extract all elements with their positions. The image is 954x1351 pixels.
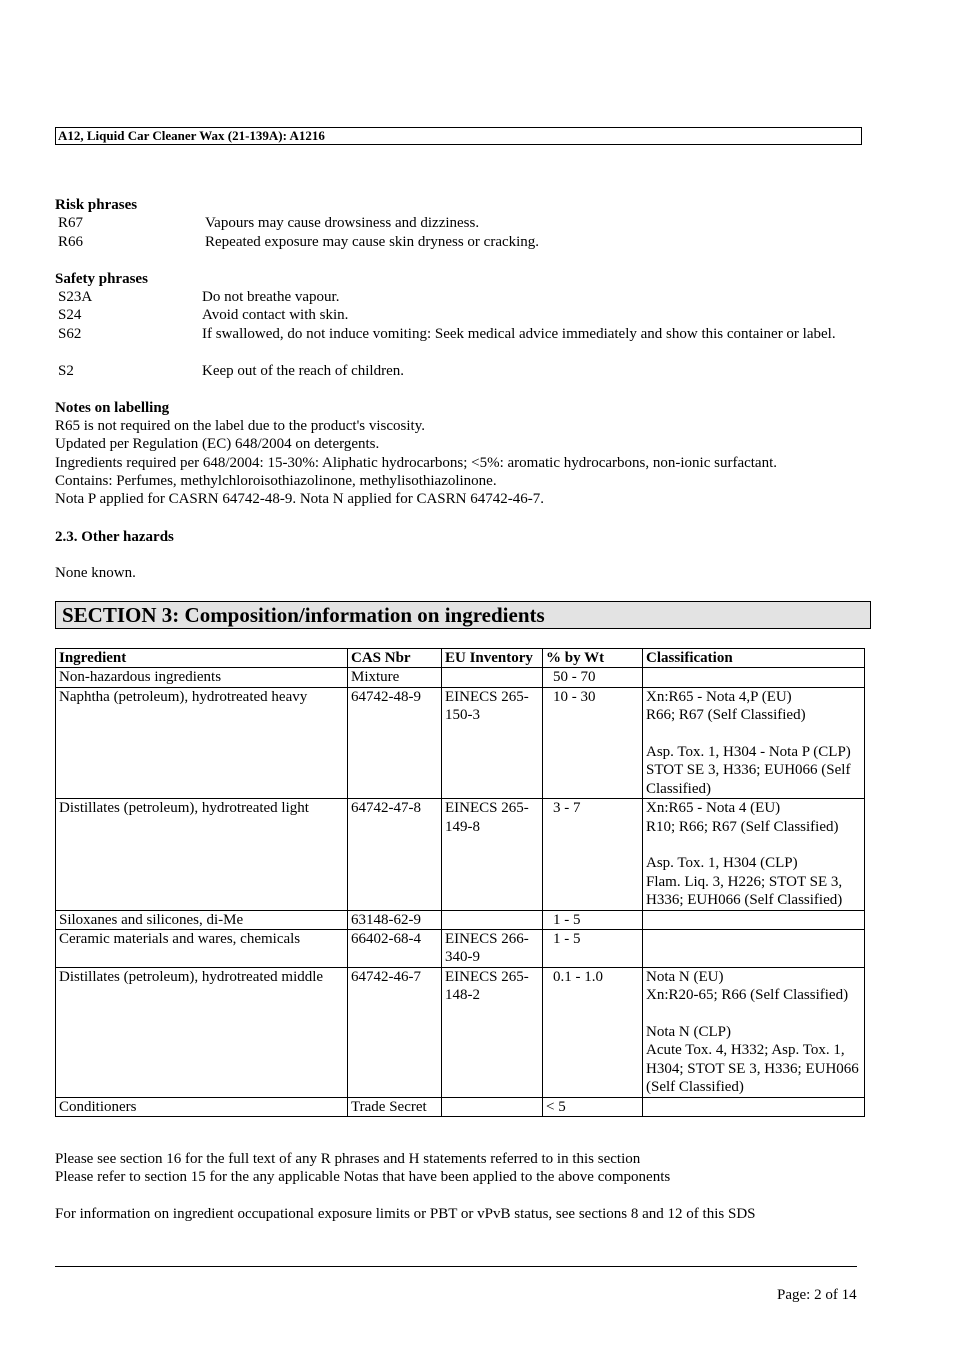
- weight-cell: 10 - 30: [543, 687, 643, 798]
- table-row: [56, 687, 865, 798]
- classification-line: R66; R67 (Self Classified): [646, 707, 806, 724]
- notes-line: Ingredients required per 648/2004: 15-30%: Aliphatic hydrocarbons; <5%: aromatic hydrocarbons, non-ionic surfactant.: [55, 455, 778, 471]
- classification-line: Xn:R20-65; R66 (Self Classified): [646, 987, 849, 1004]
- classification-line: Xn:R65 - Nota 4,P (EU): [646, 688, 792, 705]
- classification-cell: [643, 668, 865, 687]
- table-header-row: [56, 649, 865, 668]
- ingredient-cell: Distillates (petroleum), hydrotreated light: [56, 799, 348, 910]
- classification-line: R10; R66; R67 (Self Classified): [646, 818, 839, 835]
- notes-line: R65 is not required on the label due to the product's viscosity.: [55, 418, 425, 434]
- weight-cell: < 5: [543, 1097, 643, 1116]
- classification-line: [646, 836, 862, 854]
- document-header: A12, Liquid Car Cleaner Wax (21-139A): A1216: [55, 127, 862, 145]
- eu-inventory-cell: EINECS 265-150-3: [442, 687, 543, 798]
- classification-line: Flam. Liq. 3, H226; STOT SE 3, H336; EUH066 (Self Classified): [646, 873, 843, 909]
- risk-phrase-code: R66: [58, 234, 84, 250]
- eu-inventory-cell: [442, 668, 543, 687]
- safety-phrase-code: S2: [58, 363, 74, 379]
- safety-phrase-text: Keep out of the reach of children.: [202, 363, 404, 379]
- column-header: % by Wt: [543, 649, 643, 668]
- eu-inventory-cell: EINECS 265-148-2: [442, 967, 543, 1097]
- table-row: [56, 930, 865, 968]
- other-hazards-text: None known.: [55, 565, 136, 581]
- weight-cell: 0.1 - 1.0: [543, 967, 643, 1097]
- classification-line: Nota N (EU): [646, 968, 724, 985]
- cas-cell: 64742-47-8: [348, 799, 442, 910]
- classification-cell: [643, 967, 865, 1097]
- classification-line: Acute Tox. 4, H332; Asp. Tox. 1, H304; STOT SE 3, H336; EUH066 (Self Classified): [646, 1042, 859, 1096]
- ingredients-table: [55, 648, 865, 1117]
- safety-phrase-text: If swallowed, do not induce vomiting: Seek medical advice immediately and show this container or label.: [202, 326, 836, 342]
- page-number: Page: 2 of 14: [777, 1287, 857, 1303]
- safety-phrase-code: S23A: [58, 289, 93, 305]
- ingredient-cell: Non-hazardous ingredients: [56, 668, 348, 687]
- cas-cell: Trade Secret: [348, 1097, 442, 1116]
- ingredient-cell: Siloxanes and silicones, di-Me: [56, 910, 348, 929]
- eu-inventory-cell: EINECS 266-340-9: [442, 930, 543, 968]
- cas-cell: 66402-68-4: [348, 930, 442, 968]
- column-header: EU Inventory: [442, 649, 543, 668]
- cas-cell: 64742-46-7: [348, 967, 442, 1097]
- weight-cell: 1 - 5: [543, 930, 643, 968]
- classification-cell: [643, 1097, 865, 1116]
- classification-line: STOT SE 3, H336; EUH066 (Self Classified): [646, 762, 851, 797]
- notes-title: Notes on labelling: [55, 400, 170, 416]
- cas-cell: Mixture: [348, 668, 442, 687]
- section3-title: SECTION 3: Composition/information on ingredients: [55, 601, 871, 629]
- notes-line: Contains: Perfumes, methylchloroisothiazolinone, methylisothiazolinone.: [55, 473, 497, 489]
- footnote: Please refer to section 15 for the any applicable Notas that have been applied to the above components: [55, 1169, 671, 1185]
- other-hazards-title: 2.3. Other hazards: [55, 529, 174, 545]
- eu-inventory-cell: EINECS 265-149-8: [442, 799, 543, 910]
- table-row: [56, 668, 865, 687]
- classification-line: Asp. Tox. 1, H304 (CLP): [646, 855, 798, 872]
- classification-cell: [643, 930, 865, 968]
- safety-phrase-text: Do not breathe vapour.: [202, 289, 340, 305]
- risk-phrase-text: Repeated exposure may cause skin dryness or cracking.: [205, 234, 540, 250]
- ingredient-cell: Ceramic materials and wares, chemicals: [56, 930, 348, 968]
- weight-cell: 50 - 70: [543, 668, 643, 687]
- classification-line: Nota N (CLP): [646, 1024, 731, 1041]
- ingredient-cell: Naphtha (petroleum), hydrotreated heavy: [56, 687, 348, 798]
- eu-inventory-cell: [442, 910, 543, 929]
- classification-line: Asp. Tox. 1, H304 - Nota P (CLP): [646, 744, 851, 761]
- table-row: [56, 967, 865, 1097]
- table-row: [56, 799, 865, 910]
- weight-cell: 1 - 5: [543, 910, 643, 929]
- table-row: [56, 910, 865, 929]
- column-header: Ingredient: [56, 649, 348, 668]
- risk-phrase-text: Vapours may cause drowsiness and dizziness.: [205, 215, 480, 231]
- safety-phrase-code: S24: [58, 307, 82, 323]
- footer-divider: [55, 1266, 857, 1267]
- classification-line: [646, 1005, 862, 1023]
- column-header: Classification: [643, 649, 865, 668]
- classification-cell: [643, 910, 865, 929]
- ingredient-cell: Distillates (petroleum), hydrotreated middle: [56, 967, 348, 1097]
- ingredient-cell: Conditioners: [56, 1097, 348, 1116]
- classification-line: Xn:R65 - Nota 4 (EU): [646, 800, 781, 817]
- notes-line: Updated per Regulation (EC) 648/2004 on detergents.: [55, 436, 380, 452]
- safety-phrase-text: Avoid contact with skin.: [202, 307, 349, 323]
- safety-phrases-title: Safety phrases: [55, 271, 148, 287]
- risk-phrase-code: R67: [58, 215, 84, 231]
- column-header: CAS Nbr: [348, 649, 442, 668]
- classification-cell: [643, 799, 865, 910]
- weight-cell: 3 - 7: [543, 799, 643, 910]
- classification-line: [646, 725, 862, 743]
- cas-cell: 63148-62-9: [348, 910, 442, 929]
- eu-inventory-cell: [442, 1097, 543, 1116]
- table-row: [56, 1097, 865, 1116]
- cas-cell: 64742-48-9: [348, 687, 442, 798]
- footnote: Please see section 16 for the full text of any R phrases and H statements referred to in this section: [55, 1151, 641, 1167]
- notes-line: Nota P applied for CASRN 64742-48-9. Nota N applied for CASRN 64742-46-7.: [55, 491, 544, 507]
- risk-phrases-title: Risk phrases: [55, 197, 138, 213]
- classification-cell: [643, 687, 865, 798]
- safety-phrase-code: S62: [58, 326, 82, 342]
- footnote: For information on ingredient occupational exposure limits or PBT or vPvB status, see sections 8 and 12 of this SDS: [55, 1206, 756, 1222]
